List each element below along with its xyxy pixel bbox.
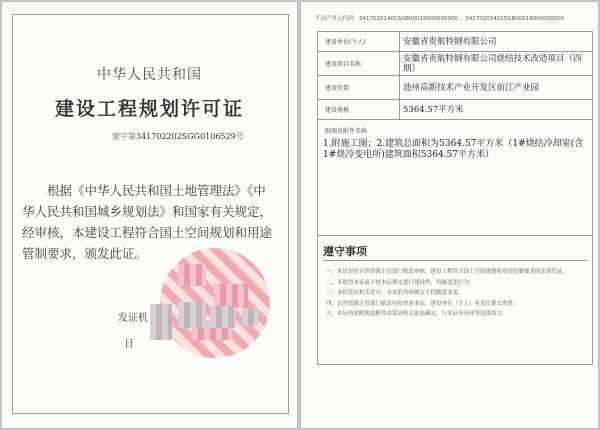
- notice-list: [326, 268, 586, 321]
- table-row: [318, 76, 592, 100]
- property-unit-code: 不动产单元代码：341702014015GB00019000000000 、341702014015GB00018000000000: [315, 16, 565, 22]
- table-row: [318, 52, 592, 76]
- notice-item: 五、本证所需附图及附件由发证机关依法确定，与本证具有同等法律效力。: [326, 311, 508, 317]
- cert-no-prefix: 建字第: [112, 132, 136, 141]
- notice-item: 四、自然资源主管部门依法有权查验本证，建设单位（个人）有责任提交查验。: [326, 300, 519, 307]
- left-certificate-page: [1, 1, 298, 429]
- notice-divider: [323, 260, 587, 261]
- certificate-body-text: 根据《中华人民共和国土地管理法》《中华人民共和国城乡规划法》和国家有关规定，经审核，本建设工程符合国土空间规划和用途管制要求，颁发此证。: [22, 183, 273, 261]
- notice-item: 二、未取得本证或不按本证规定进行建设的，均属违法行为。: [326, 279, 475, 286]
- cert-no-suffix: 号: [235, 132, 244, 141]
- redacted-seal-block: [178, 264, 206, 286]
- attachment-label: 附图及附件名称: [325, 128, 368, 135]
- notice-item: 一、本证是经自然资源主管部门依法审核，建设工程符合国土空间规划和用途管制要求的法律凭证。: [326, 269, 569, 275]
- right-certificate-page: [300, 1, 599, 429]
- field-label: 建设单位(个人): [318, 32, 400, 51]
- notice-section: [318, 236, 592, 364]
- table-row: [318, 32, 592, 52]
- field-label: 建设位置: [318, 76, 400, 99]
- attachment-value: 1.附施工图；2.建筑总面积为5364.57平方米（1#烧结冷却室(含1#烧冷变电所)建筑面积5364.57平方米）: [323, 139, 584, 160]
- cert-no-value: 341702202SGG0106529: [136, 132, 236, 141]
- field-value: 5364.57平方米: [403, 104, 464, 115]
- field-value: 池州高新技术产业开发区前江产业园: [403, 82, 540, 93]
- field-label: 建设项目名称: [318, 52, 400, 75]
- issuer-label: 发证机: [118, 313, 148, 324]
- notice-item: 三、未经发证机关许可，本证的各项规定不得随意变更。: [326, 290, 464, 296]
- certificate-title: 建设工程规划许可证: [54, 98, 244, 120]
- country-title: 中华人民共和国: [97, 67, 202, 83]
- date-label: 日: [124, 339, 134, 350]
- field-label: 建设规模: [318, 100, 400, 119]
- notice-title: 遵守事项: [323, 245, 367, 258]
- redacted-issuer: [242, 308, 258, 326]
- field-value: 安徽省贵航特钢有限公司: [403, 36, 497, 47]
- attachment-section: [318, 120, 592, 236]
- redacted-issuer: [178, 302, 206, 328]
- table-row: [318, 100, 592, 120]
- redacted-seal-block: [214, 284, 248, 308]
- project-info-table: [317, 31, 593, 365]
- redacted-issuer: [150, 304, 172, 340]
- redacted-issuer: [210, 306, 236, 328]
- field-value: 安徽省贵航特钢有限公司烧结技术改造项目（四期）: [403, 53, 582, 74]
- certificate-number: [112, 131, 244, 142]
